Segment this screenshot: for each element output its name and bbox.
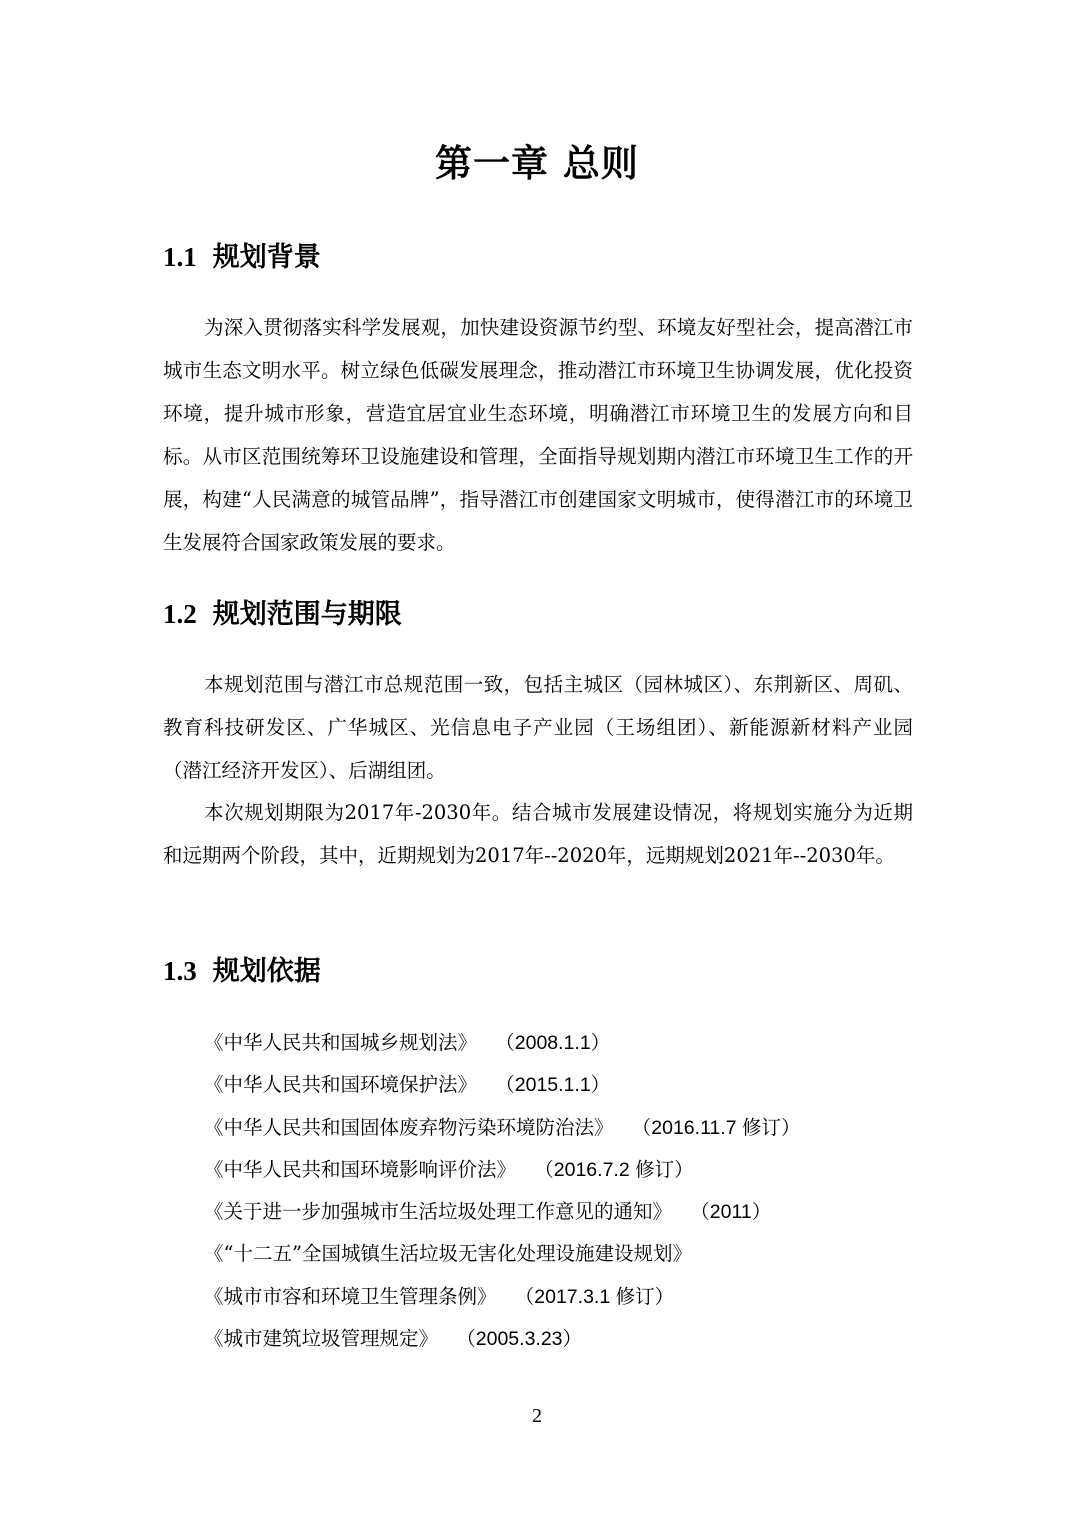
list-item [204,1107,924,1149]
list-item [204,1233,924,1275]
section-title: 规划范围与期限 [212,599,402,630]
reference-date: （2015.1.1） [505,1074,611,1097]
paragraph-period: 本次规划期限为2017年-2030年。结合城市发展建设情况，将规划实施分为近期和远期两个阶段，其中，近期规划为2017年--2020年，远期规划2021年--2030年。 [163,801,913,867]
reference-date: （2016.7.2 修订） [544,1158,694,1181]
section-title: 规划背景 [212,242,321,273]
paragraph-background: 为深入贯彻落实科学发展观，加快建设资源节约型、环境友好型社会，提高潜江市城市生态文明水平。树立绿色低碳发展理念，推动潜江市环境卫生协调发展，优化投资环境，提升城市形象，营造宜居宜业生态环境，明确潜江市环境卫生的发展方向和目标。从市区范围统筹环卫设施建设和管理，全面指导规划期内潜江市环境卫生工作的开展，构建“人民满意的城管品牌”，指导潜江市创建国家文明城市，使得潜江市的环境卫生发展符合国家政策发展的要求。 [163,316,913,554]
paragraph-scope: 本规划范围与潜江市总规范围一致，包括主城区（园林城区）、东荆新区、周矶、教育科技研发区、广华城区、光信息电子产业园（王场组团）、新能源新材料产业园（潜江经济开发区）、后湖组团。 [163,673,913,782]
reference-title: 《中华人民共和国环境影响评价法》 [204,1157,517,1181]
section-heading-1-1 [163,237,923,278]
reference-date: （2008.1.1） [505,1032,611,1054]
list-item [204,1149,924,1191]
list-item [204,1064,924,1106]
page-number: 2 [532,1405,542,1427]
reference-title: 《中华人民共和国固体废弃物污染环境防治法》 [204,1115,614,1139]
list-item [204,1276,924,1318]
section-number: 1.1 [163,242,197,272]
reference-title: 《城市市容和环境卫生管理条例》 [204,1284,497,1308]
list-item [204,1022,924,1064]
section-heading-1-3 [163,951,923,992]
reference-title: 《中华人民共和国环境保护法》 [204,1073,478,1097]
reference-title: 《关于进一步加强城市生活垃圾处理工作意见的通知》 [204,1200,673,1224]
section-title: 规划依据 [212,956,321,987]
reference-date: （2005.3.23） [466,1328,583,1351]
list-item [204,1191,924,1233]
section-number: 1.3 [163,956,197,986]
reference-title: 《中华人民共和国城乡规划法》 [204,1031,478,1054]
reference-list [204,1022,924,1360]
list-item [204,1318,924,1360]
section-heading-1-2 [163,594,923,635]
chapter-title: 第一章 总则 [435,142,639,185]
reference-title: 《“十二五”全国城镇生活垃圾无害化处理设施建设规划》 [204,1242,692,1266]
reference-title: 《城市建筑垃圾管理规定》 [204,1327,439,1351]
section-number: 1.2 [163,599,197,629]
reference-date: （2011） [700,1201,772,1224]
reference-date: （2017.3.1 修订） [524,1285,675,1308]
reference-date: （2016.11.7 修订） [641,1116,801,1139]
